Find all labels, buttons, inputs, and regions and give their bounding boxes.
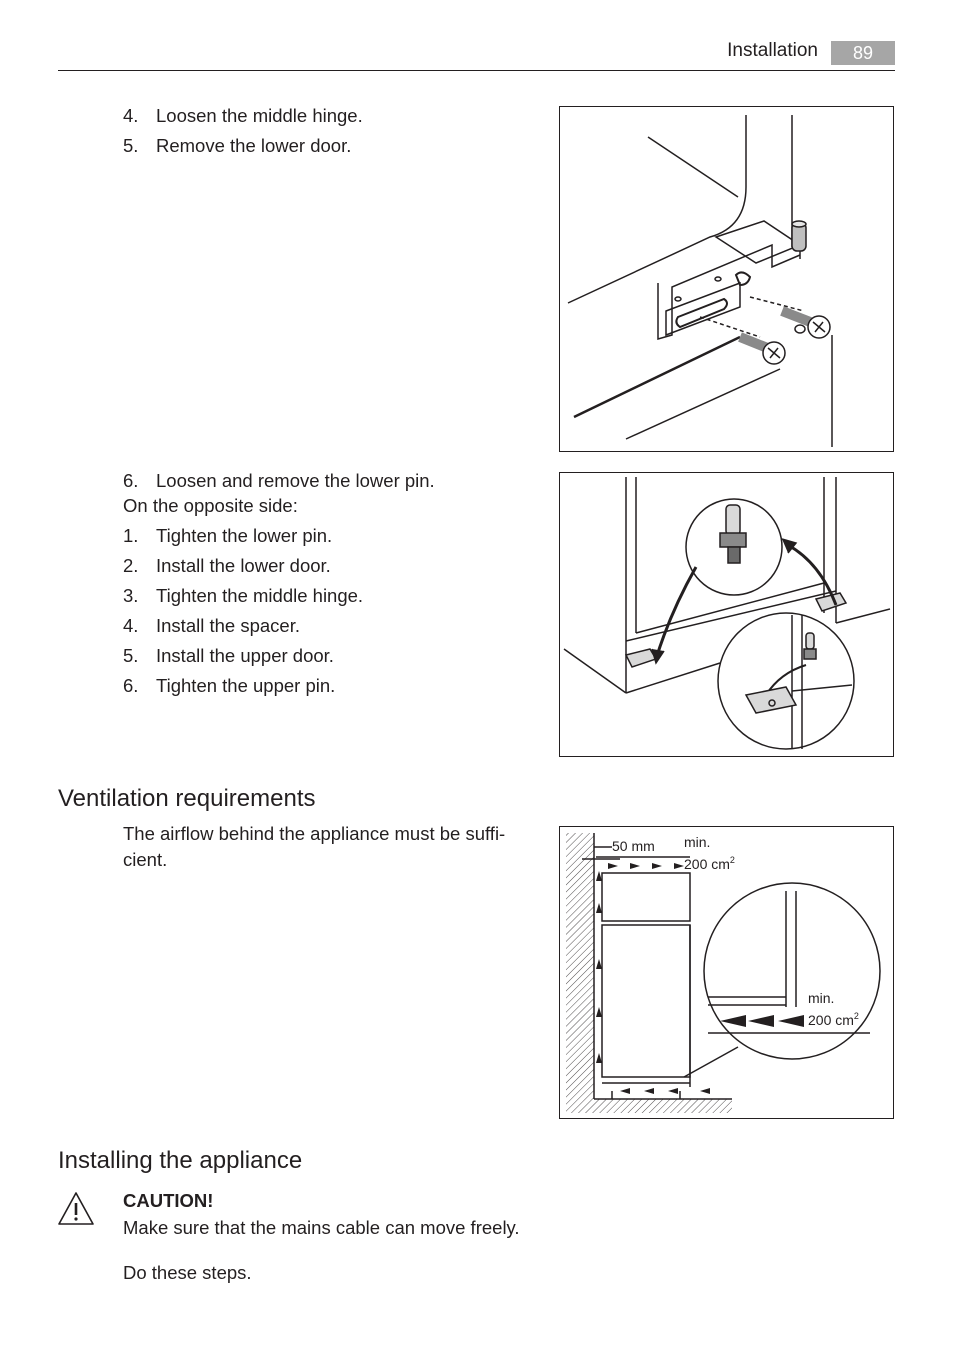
- step-number: 1.: [123, 525, 139, 546]
- step-number: 6.: [123, 470, 139, 491]
- bottom-area-value: 200 cm: [808, 1012, 854, 1028]
- hinge-illustration: [559, 106, 894, 452]
- step-text: Install the upper door.: [156, 645, 334, 666]
- hinge-drawing: [560, 107, 893, 451]
- lower-pin-illustration: [559, 472, 894, 757]
- steps-intro: Do these steps.: [123, 1262, 252, 1283]
- step-number: 4.: [123, 615, 139, 636]
- step-number: 3.: [123, 585, 139, 606]
- step-item: [123, 525, 332, 547]
- top-area-superscript: 2: [729, 855, 735, 865]
- ventilation-illustration: [559, 826, 894, 1119]
- caution-text: Make sure that the mains cable can move freely.: [123, 1217, 520, 1238]
- step-item: [123, 645, 334, 667]
- top-area-value: 200 cm: [684, 856, 730, 872]
- warning-triangle-icon: [56, 1190, 96, 1228]
- step-text: Tighten the upper pin.: [156, 675, 336, 696]
- step-number: 2.: [123, 555, 139, 576]
- bottom-area-superscript: 2: [853, 1011, 859, 1021]
- step-text: Loosen the middle hinge.: [156, 105, 363, 126]
- top-area-label: [684, 855, 735, 872]
- step-number: 4.: [123, 105, 139, 126]
- bottom-min-label: min.: [808, 990, 835, 1006]
- ventilation-heading: Ventilation requirements: [58, 785, 316, 812]
- step-text: Tighten the lower pin.: [156, 525, 333, 546]
- step-text: Install the lower door.: [156, 555, 331, 576]
- step-item: [123, 585, 363, 607]
- step-item: [123, 675, 335, 697]
- gap-label: 50 mm: [612, 838, 655, 854]
- step-item: [123, 105, 363, 127]
- step-number: 6.: [123, 675, 139, 696]
- opposite-side-label: On the opposite side:: [123, 495, 298, 516]
- step-number: 5.: [123, 135, 139, 156]
- step-text: Loosen and remove the lower pin.: [156, 470, 435, 491]
- caution-title: CAUTION!: [123, 1190, 214, 1211]
- step-item: [123, 615, 300, 637]
- page-number: 89: [831, 41, 895, 65]
- step-item: [123, 555, 331, 577]
- header-section-title: Installation: [727, 40, 818, 61]
- step-text: Remove the lower door.: [156, 135, 352, 156]
- ventilation-drawing: [560, 827, 893, 1118]
- lower-pin-drawing: [560, 473, 893, 756]
- top-min-label: min.: [684, 834, 711, 850]
- installing-heading: Installing the appliance: [58, 1147, 303, 1174]
- ventilation-text-line2: cient.: [123, 849, 168, 870]
- bottom-area-label: [808, 1011, 859, 1028]
- step-text: Tighten the middle hinge.: [156, 585, 364, 606]
- step-number: 5.: [123, 645, 139, 666]
- header-rule: [58, 70, 895, 71]
- step-text: Install the spacer.: [156, 615, 300, 636]
- step-item: [123, 135, 351, 157]
- step-item: [123, 470, 435, 492]
- ventilation-text-line1: The airflow behind the appliance must be suffi-: [123, 823, 506, 844]
